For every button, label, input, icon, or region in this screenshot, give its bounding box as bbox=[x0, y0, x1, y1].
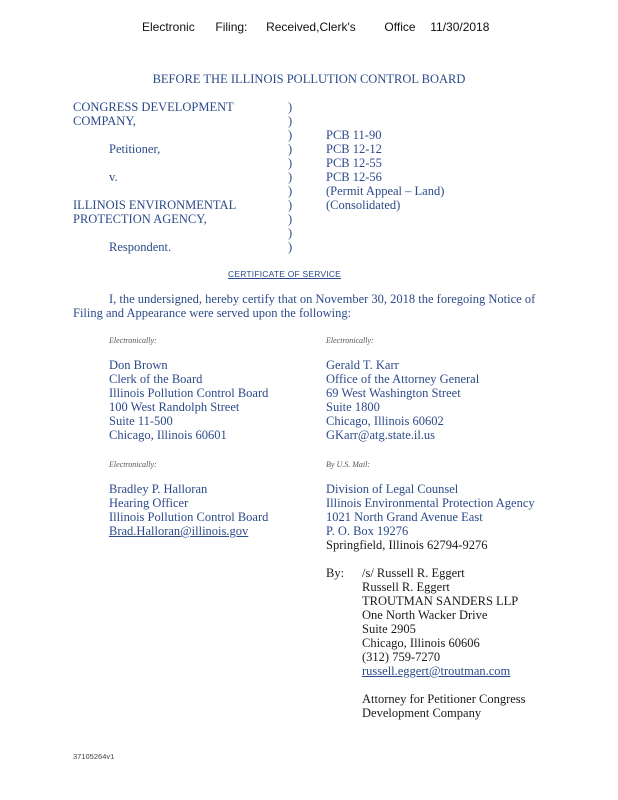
service-method: Electronically: bbox=[326, 336, 374, 345]
stamp-date: 11/30/2018 bbox=[430, 20, 490, 34]
case-number: PCB 12-55 bbox=[326, 156, 382, 170]
caption-paren: ) bbox=[288, 226, 293, 240]
signer-name: Russell R. Eggert bbox=[362, 580, 450, 594]
caption-paren: ) bbox=[288, 170, 293, 184]
address-line: Don Brown bbox=[109, 358, 168, 372]
filing-stamp bbox=[142, 20, 489, 34]
address-line: Illinois Pollution Control Board bbox=[109, 386, 269, 400]
case-number: PCB 12-12 bbox=[326, 142, 382, 156]
firm-phone: (312) 759-7270 bbox=[362, 650, 441, 664]
address-line: Springfield, Illinois 62794-9276 bbox=[326, 538, 488, 552]
caption-paren: ) bbox=[288, 198, 293, 212]
attorney-for-1: Attorney for Petitioner Congress bbox=[362, 692, 526, 706]
petitioner-label: Petitioner, bbox=[109, 142, 161, 156]
signature-line: /s/ Russell R. Eggert bbox=[362, 566, 465, 580]
address-line: P. O. Box 19276 bbox=[326, 524, 409, 538]
petitioner-name-1: CONGRESS DEVELOPMENT bbox=[73, 100, 234, 114]
address-line: Chicago, Illinois 60601 bbox=[109, 428, 227, 442]
body-line-1: I, the undersigned, hereby certify that on November 30, 2018 the foregoing Notice of bbox=[109, 292, 536, 306]
document-id: 37105264v1 bbox=[73, 752, 115, 761]
caption-paren: ) bbox=[288, 114, 293, 128]
service-method: Electronically: bbox=[109, 460, 157, 469]
respondent-name-1: ILLINOIS ENVIRONMENTAL bbox=[73, 198, 237, 212]
service-method: By U.S. Mail: bbox=[326, 460, 370, 469]
consolidated: (Consolidated) bbox=[326, 198, 401, 212]
recipient-block-clerk bbox=[109, 358, 268, 442]
stamp-office: Office bbox=[384, 20, 416, 34]
firm-name: TROUTMAN SANDERS LLP bbox=[362, 594, 519, 608]
case-number: PCB 12-56 bbox=[326, 170, 382, 184]
versus: v. bbox=[109, 170, 118, 184]
caption-paren: ) bbox=[288, 184, 293, 198]
body-line-2: Filing and Appearance were served upon the following: bbox=[73, 306, 352, 320]
firm-address-1: One North Wacker Drive bbox=[362, 608, 488, 622]
caption-paren: ) bbox=[288, 100, 293, 114]
permit-appeal: (Permit Appeal – Land) bbox=[326, 184, 445, 198]
address-line: 1021 North Grand Avenue East bbox=[326, 510, 483, 524]
address-line: Illinois Pollution Control Board bbox=[109, 510, 269, 524]
address-line: Suite 1800 bbox=[326, 400, 380, 414]
address-line: Hearing Officer bbox=[109, 496, 189, 510]
caption-paren: ) bbox=[288, 128, 293, 142]
address-line: Illinois Environmental Protection Agency bbox=[326, 496, 535, 510]
address-line: 69 West Washington Street bbox=[326, 386, 461, 400]
stamp-filing: Filing: bbox=[215, 20, 248, 34]
case-number: PCB 11-90 bbox=[326, 128, 382, 142]
certificate-heading: CERTIFICATE OF SERVICE bbox=[228, 269, 342, 279]
signer-email-link[interactable]: russell.eggert@troutman.com bbox=[362, 664, 511, 678]
caption-paren: ) bbox=[288, 156, 293, 170]
caption-paren: ) bbox=[288, 142, 293, 156]
address-line: Gerald T. Karr bbox=[326, 358, 399, 372]
caption-paren: ) bbox=[288, 212, 293, 226]
address-line: Clerk of the Board bbox=[109, 372, 203, 386]
firm-address-2: Suite 2905 bbox=[362, 622, 416, 636]
respondent-name-2: PROTECTION AGENCY, bbox=[73, 212, 207, 226]
service-method: Electronically: bbox=[109, 336, 157, 345]
address-line: Suite 11-500 bbox=[109, 414, 173, 428]
respondent-label: Respondent. bbox=[109, 240, 172, 254]
firm-address-3: Chicago, Illinois 60606 bbox=[362, 636, 480, 650]
caption-paren: ) bbox=[288, 240, 293, 254]
recipient-block-iepa bbox=[326, 482, 535, 552]
petitioner-name-2: COMPANY, bbox=[73, 114, 136, 128]
recipient-block-hearing-officer bbox=[109, 482, 268, 538]
address-line: Office of the Attorney General bbox=[326, 372, 480, 386]
address-line: Division of Legal Counsel bbox=[326, 482, 459, 496]
address-line: GKarr@atg.state.il.us bbox=[326, 428, 436, 442]
stamp-received: Received,Clerk's bbox=[266, 20, 356, 34]
page-title: BEFORE THE ILLINOIS POLLUTION CONTROL BOARD bbox=[152, 72, 466, 86]
address-line: 100 West Randolph Street bbox=[109, 400, 240, 414]
recipient-block-attorney-general bbox=[326, 358, 479, 442]
address-line: Chicago, Illinois 60602 bbox=[326, 414, 444, 428]
signature-block bbox=[362, 566, 526, 720]
signature-by: By: bbox=[326, 566, 345, 580]
stamp-electronic: Electronic bbox=[142, 20, 195, 34]
address-line: Bradley P. Halloran bbox=[109, 482, 208, 496]
email-link[interactable]: Brad.Halloran@illinois.gov bbox=[109, 524, 249, 538]
attorney-for-2: Development Company bbox=[362, 706, 482, 720]
